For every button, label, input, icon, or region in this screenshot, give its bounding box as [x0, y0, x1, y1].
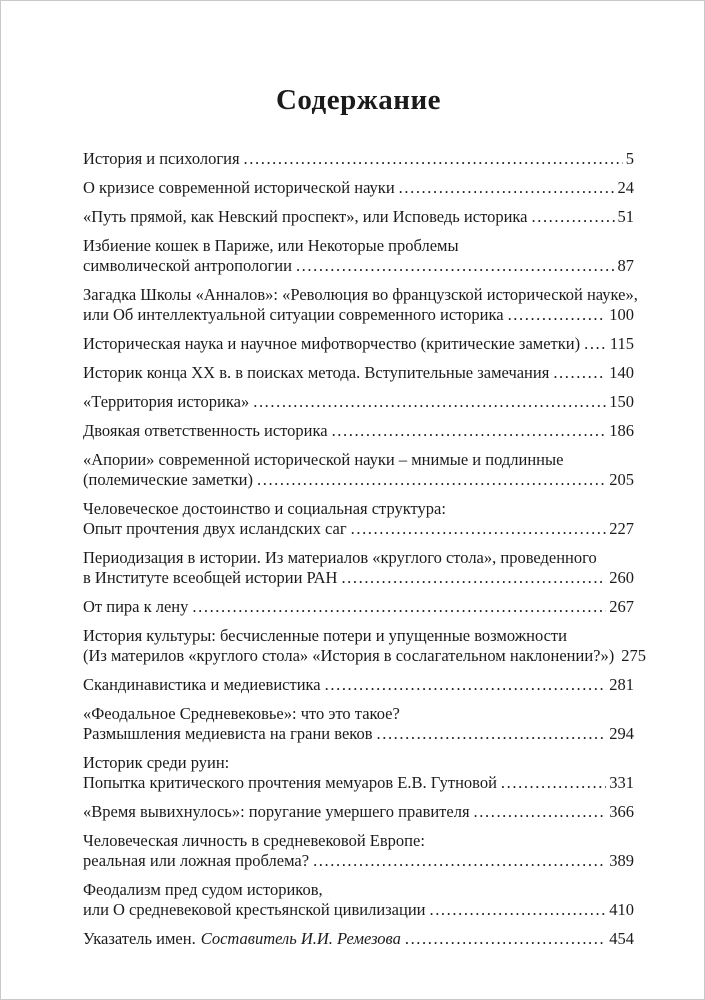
dot-leader	[253, 392, 606, 412]
toc-entry-title: Историк конца XX в. в поисках метода. Вступительные замечания	[83, 363, 550, 382]
toc-entry-last-line	[83, 568, 634, 588]
page-number: 24	[617, 178, 634, 197]
toc-entry	[83, 285, 638, 325]
toc-entry	[83, 236, 634, 276]
toc-entry-last-line	[83, 851, 634, 871]
toc-entry-title: (Из материлов «круглого стола» «История в сослагательном наклонении?»)	[83, 646, 615, 665]
toc-entry-last-line	[83, 519, 634, 539]
toc-entry	[83, 929, 634, 949]
toc-entry-title: От пира к лену	[83, 597, 189, 616]
page-title: Содержание	[275, 84, 442, 116]
toc-entry	[83, 802, 634, 822]
toc-entry-title: «Территория историка»	[83, 392, 250, 411]
dot-leader	[508, 305, 607, 325]
page-number: 205	[609, 470, 634, 489]
dot-leader	[553, 363, 606, 383]
toc-entry	[83, 334, 634, 354]
toc-entry-last-line	[83, 900, 634, 920]
toc-entry	[83, 675, 634, 695]
toc-entry	[83, 753, 634, 793]
toc-entry-title: (полемические заметки)	[83, 470, 253, 489]
toc-entry-last-line	[83, 256, 634, 276]
toc-entry-last-line	[83, 802, 634, 822]
toc-entry	[83, 207, 634, 227]
toc-entry-last-line	[83, 597, 634, 617]
page-number: 366	[609, 802, 634, 821]
page-number: 281	[609, 675, 634, 694]
dot-leader	[332, 421, 607, 441]
page-number: 260	[609, 568, 634, 587]
page-number: 5	[625, 149, 634, 168]
toc-entry	[83, 704, 634, 744]
page-number: 51	[617, 207, 634, 226]
toc-entry-first-line: Человеческая личность в средневековой Европе:	[83, 831, 425, 850]
toc-entry-last-line	[83, 334, 634, 354]
dot-leader	[399, 178, 615, 198]
toc-entry-last-line	[83, 470, 634, 490]
page-number: 186	[609, 421, 634, 440]
toc-entry-first-line: Периодизация в истории. Из материалов «круглого стола», проведенного	[83, 548, 597, 567]
toc-entry-last-line	[83, 305, 634, 325]
page-number: 150	[609, 392, 634, 411]
toc-entry-last-line	[83, 178, 634, 198]
toc-entry-last-line	[83, 773, 634, 793]
toc-entry-title-italic: Составитель И.И. Ремезова	[200, 929, 401, 948]
toc-entry	[83, 597, 634, 617]
dot-leader	[429, 900, 606, 920]
toc-entry-last-line	[83, 929, 634, 949]
toc-entry-title: Опыт прочтения двух исландских саг	[83, 519, 347, 538]
toc-entry	[83, 392, 634, 412]
page-number: 275	[621, 646, 646, 665]
dot-leader	[341, 568, 606, 588]
page-number: 389	[609, 851, 634, 870]
dot-leader	[296, 256, 615, 276]
dot-leader	[351, 519, 607, 539]
page-number: 87	[617, 256, 634, 275]
toc-entry-first-line: Избиение кошек в Париже, или Некоторые проблемы	[83, 236, 459, 255]
dot-leader	[532, 207, 615, 227]
toc-entry-title: История и психология	[83, 149, 240, 168]
dot-leader	[244, 149, 623, 169]
toc-entry	[83, 421, 634, 441]
toc-entry-first-line: «Апории» современной исторической науки – мнимые и подлинные	[83, 450, 564, 469]
toc-entry-title: «Время вывихнулось»: поругание умершего правителя	[83, 802, 470, 821]
toc-entry	[83, 548, 634, 588]
toc-entry-title: Двоякая ответственность историка	[83, 421, 328, 440]
page-number: 410	[609, 900, 634, 919]
dot-leader	[192, 597, 606, 617]
toc-entry-last-line	[83, 646, 646, 666]
page-number: 294	[609, 724, 634, 743]
page-number: 140	[609, 363, 634, 382]
dot-leader	[313, 851, 606, 871]
toc-entry-last-line	[83, 392, 634, 412]
toc-entry-first-line: Загадка Школы «Анналов»: «Революция во французской исторической науке»,	[83, 285, 638, 304]
toc-entry-title: Скандинавистика и медиевистика	[83, 675, 321, 694]
toc-entry	[83, 149, 634, 169]
toc-entry-title: Размышления медиевиста на грани веков	[83, 724, 373, 743]
toc-entry	[83, 626, 646, 666]
toc-content	[83, 1, 646, 949]
toc-entry-first-line: Человеческое достоинство и социальная структура:	[83, 499, 446, 518]
toc-entry-last-line	[83, 207, 634, 227]
toc-list	[83, 149, 646, 949]
toc-entry-title: «Путь прямой, как Невский проспект», или Исповедь историка	[83, 207, 528, 226]
toc-entry-title: Историческая наука и научное мифотворчество (критические заметки)	[83, 334, 581, 353]
toc-entry-title: или О средневековой крестьянской цивилизации	[83, 900, 426, 919]
toc-entry-first-line: Феодализм пред судом историков,	[83, 880, 323, 899]
dot-leader	[377, 724, 607, 744]
toc-entry	[83, 831, 634, 871]
toc-entry	[83, 363, 634, 383]
page-number: 331	[609, 773, 634, 792]
toc-entry-title: символической антропологии	[83, 256, 292, 275]
toc-entry-title: реальная или ложная проблема?	[83, 851, 310, 870]
toc-entry-last-line	[83, 675, 634, 695]
toc-entry-first-line: История культуры: бесчисленные потери и упущенные возможности	[83, 626, 567, 645]
dot-leader	[325, 675, 607, 695]
toc-entry-first-line: «Феодальное Средневековье»: что это такое?	[83, 704, 400, 723]
page-number: 115	[609, 334, 634, 353]
page-number: 100	[609, 305, 634, 324]
toc-entry	[83, 499, 634, 539]
toc-entry-last-line	[83, 363, 634, 383]
dot-leader	[405, 929, 606, 949]
toc-entry-last-line	[83, 724, 634, 744]
page-number: 454	[609, 929, 634, 948]
toc-entry-last-line	[83, 421, 634, 441]
toc-entry-title: или Об интеллектуальной ситуации современного историка	[83, 305, 504, 324]
toc-entry-title: О кризисе современной исторической науки	[83, 178, 395, 197]
toc-entry-title: Указатель имен.	[83, 929, 196, 948]
dot-leader	[501, 773, 606, 793]
dot-leader	[257, 470, 606, 490]
toc-entry	[83, 450, 634, 490]
dot-leader	[584, 334, 607, 354]
dot-leader	[474, 802, 607, 822]
toc-entry-title: в Институте всеобщей истории РАН	[83, 568, 338, 587]
toc-entry	[83, 880, 634, 920]
toc-entry-first-line: Историк среди руин:	[83, 753, 230, 772]
toc-entry	[83, 178, 634, 198]
page-number: 267	[609, 597, 634, 616]
toc-entry-title: Попытка критического прочтения мемуаров Е.В. Гутновой	[83, 773, 497, 792]
toc-entry-last-line	[83, 149, 634, 169]
page-number: 227	[609, 519, 634, 538]
